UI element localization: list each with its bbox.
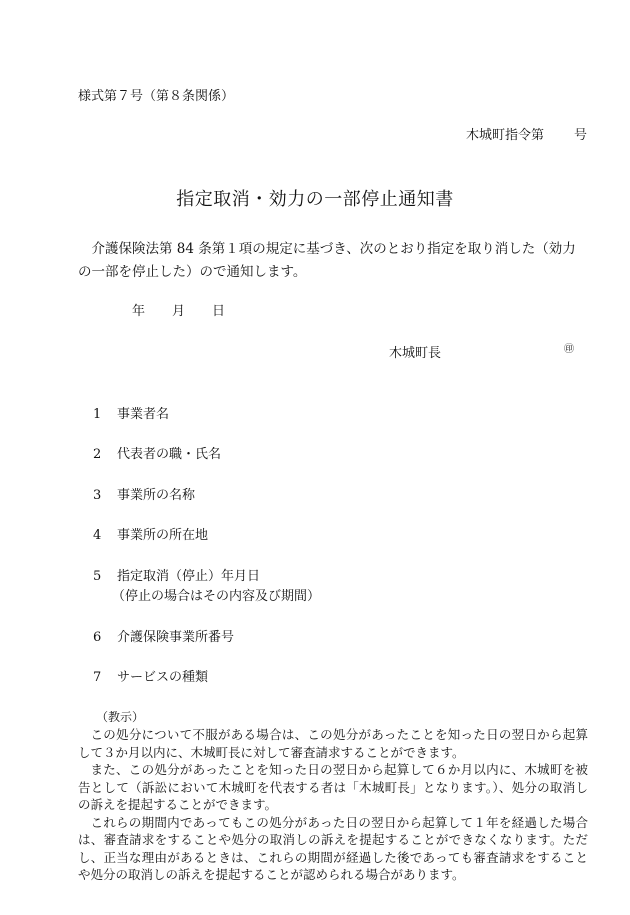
notes-paragraph: この処分について不服がある場合は、この処分があったことを知った日の翌日から起算して３か月以内に、木城町長に対して審査請求することができます。 bbox=[78, 727, 588, 760]
notes-paragraph: これらの期間内であってもこの処分があった日の翌日から起算して１年を経過した場合は、審査請求をすることや処分の取消しの訴えを提起することができなくなります。ただし、正当な理由があるときは、これらの期間が経過した後であっても審査請求をすることや処分の取消しの訴えを提起することが認められる場合があります。 bbox=[78, 814, 588, 882]
document-number-prefix: 木城町指令第 bbox=[466, 128, 545, 143]
date-year: 年 bbox=[132, 304, 146, 319]
item-label: サービスの種類 bbox=[117, 670, 209, 685]
item-label: 事業所の所在地 bbox=[117, 528, 209, 543]
intro-paragraph: 介護保険法第 84 条第１項の規定に基づき、次のとおり指定を取り消した（効力の一部を停止した）ので通知します。 bbox=[78, 241, 576, 280]
item-label: 介護保険事業所番号 bbox=[117, 630, 235, 645]
item-number: 5 bbox=[93, 569, 102, 584]
item-business-name bbox=[93, 403, 169, 422]
document-number bbox=[466, 124, 587, 143]
notes-title: （教示） bbox=[96, 710, 145, 724]
item-number: 2 bbox=[93, 447, 102, 462]
document-number-suffix: 号 bbox=[574, 128, 588, 143]
item-representative bbox=[93, 443, 221, 462]
item-revocation-note: （停止の場合はその内容及び期間） bbox=[112, 589, 321, 604]
notes-body bbox=[78, 726, 588, 884]
seal-mark: ㊞ bbox=[564, 344, 574, 355]
item-number: 1 bbox=[93, 407, 102, 422]
signer-name: 木城町長 bbox=[389, 346, 442, 361]
item-label: 事業所の名称 bbox=[117, 488, 196, 503]
item-number: 6 bbox=[93, 630, 102, 645]
form-number: 様式第７号（第８条関係） bbox=[78, 89, 235, 104]
date-day: 日 bbox=[212, 304, 226, 319]
item-label: 事業者名 bbox=[117, 407, 170, 422]
item-office-name bbox=[93, 484, 195, 503]
date-month: 月 bbox=[172, 304, 186, 319]
item-number: 7 bbox=[93, 670, 102, 685]
item-revocation-date bbox=[93, 565, 260, 584]
item-office-address bbox=[93, 524, 208, 543]
notes-paragraph: また、この処分があったことを知った日の翌日から起算して６か月以内に、木城町を被告として（訴訟において木城町を代表する者は「木城町長」となります。）、処分の取消しの訴えを提起することができます。 bbox=[78, 762, 588, 812]
page-title: 指定取消・効力の一部停止通知書 bbox=[176, 189, 454, 210]
item-number: 4 bbox=[93, 528, 102, 543]
item-service-type bbox=[93, 666, 208, 685]
item-number: 3 bbox=[93, 488, 102, 503]
date-line bbox=[132, 300, 225, 319]
item-office-number bbox=[93, 626, 234, 645]
item-label: 代表者の職・氏名 bbox=[117, 447, 222, 462]
item-label: 指定取消（停止）年月日 bbox=[117, 569, 261, 584]
